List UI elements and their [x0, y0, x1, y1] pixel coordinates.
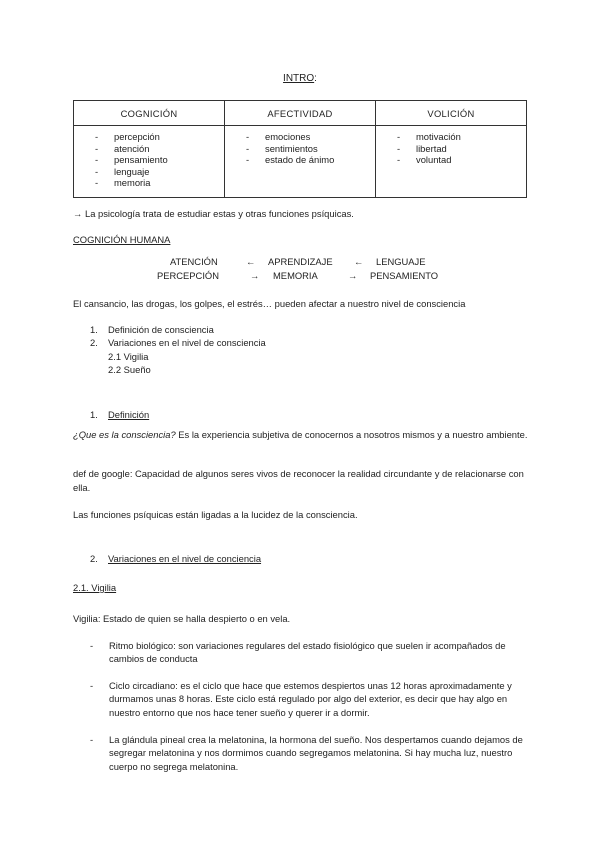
diagram-label: LENGUAJE [376, 256, 426, 267]
diagram-label: PERCEPCIÓN [157, 270, 219, 281]
outline-item: 1. Definición de consciencia [90, 324, 214, 335]
list-item: - estado de ánimo [225, 154, 375, 166]
table-header-cognicion: COGNICIÓN [74, 101, 225, 126]
section1-heading: 1. Definición [90, 409, 150, 420]
arrow-left-icon: ← [354, 256, 364, 267]
vigilia-definition: Vigilia: Estado de quien se halla despierto o en vela. [73, 613, 291, 624]
vigilia-heading: 2.1. Vigilia [73, 582, 117, 593]
diagram-row-1 [0, 256, 600, 270]
list-item: - atención [74, 143, 224, 155]
diagram-label: APRENDIZAJE [268, 256, 333, 267]
outline-subitem: 2.1 Vigilia [108, 350, 149, 362]
table-cell-cognicion [74, 126, 225, 198]
list-item: - percepción [74, 131, 224, 143]
section2-heading: 2. Variaciones en el nivel de conciencia [90, 553, 262, 564]
diagram-label: PENSAMIENTO [370, 270, 439, 281]
outline-item: 2. Variaciones en el nivel de consciencia [90, 337, 266, 349]
outline [73, 323, 533, 377]
vigilia-bullet: - Ciclo circadiano: es el ciclo que hace que estemos despiertos unas 12 horas aproximadamente y durmamos unas 8 horas. Este ciclo está regulado por algo del exterior, es decir que hay algo en nuestro entorno que nos hace tener sueño y querer ir a dormir. [90, 680, 512, 718]
diagram-label: MEMORIA [273, 270, 318, 281]
functions-line: Las funciones psíquicas están ligadas a la lucidez de la consciencia. [73, 509, 358, 520]
list-item: - libertad [376, 143, 526, 155]
table-cell-afectividad [225, 126, 376, 198]
table-header-volicion: VOLICIÓN [376, 101, 527, 126]
arrow-right-icon: → [348, 270, 358, 281]
outline-subitem: 2.2 Sueño [108, 364, 151, 376]
intro-line: → La psicología trata de estudiar estas y otras funciones psíquicas. [73, 208, 354, 219]
arrow-left-icon: ← [246, 256, 256, 267]
google-definition: def de google: Capacidad de algunos seres vivos de reconocer la realidad circundante y de relacionarse con ella. [73, 468, 524, 493]
list-item: - lenguaje [74, 166, 224, 178]
vigilia-bullet: - Ritmo biológico: son variaciones regulares del estado fisiológico que suelen ir acompañados de cambios de conducta [90, 640, 506, 665]
page-title: INTRO: [283, 73, 317, 84]
list-item: - emociones [225, 131, 375, 143]
consciencia-definition: ¿Que es la consciencia? Es la experiencia subjetiva de conocernos a nosotros mismos y a nuestro ambiente. [73, 429, 528, 440]
diagram-label: ATENCIÓN [170, 256, 218, 267]
cognicion-heading: COGNICIÓN HUMANA [73, 234, 171, 245]
arrow-right-icon: → [250, 270, 260, 281]
list-item: - pensamiento [74, 154, 224, 166]
list-item: - sentimientos [225, 143, 375, 155]
diagram-row-2 [0, 270, 600, 284]
functions-table [73, 100, 527, 198]
factors-line: El cansancio, las drogas, los golpes, el estrés… pueden afectar a nuestro nivel de consciencia [73, 298, 466, 309]
vigilia-bullet: - La glándula pineal crea la melatonina, la hormona del sueño. Nos despertamos cuando dejamos de segregar melatonina y nos dormimos cuando segregamos melatonina. Si hay mucha luz, nuestro cuerpo no segrega melatonina. [90, 734, 523, 772]
list-item: - voluntad [376, 154, 526, 166]
list-item: - motivación [376, 131, 526, 143]
table-cell-volicion [376, 126, 527, 198]
list-item: - memoria [74, 177, 224, 189]
table-header-afectividad: AFECTIVIDAD [225, 101, 376, 126]
